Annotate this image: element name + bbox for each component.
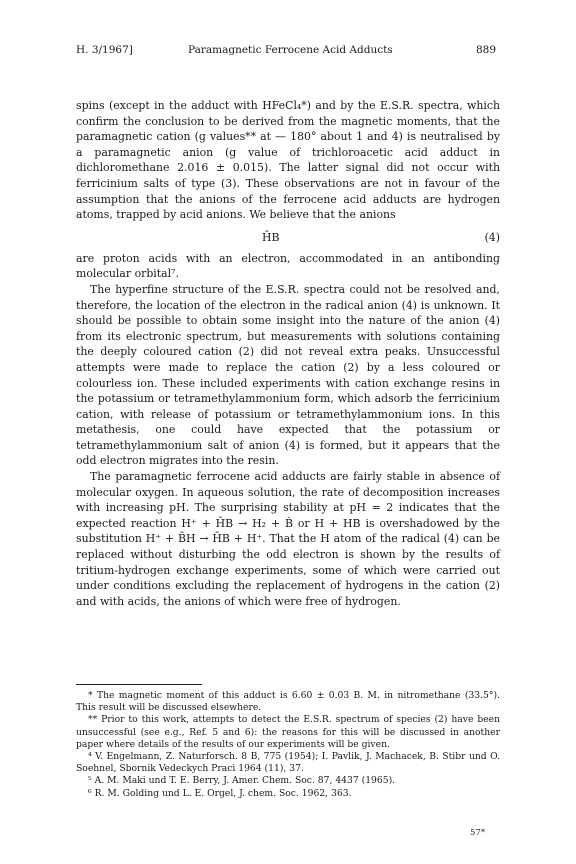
equation-number: (4) bbox=[484, 230, 500, 244]
equation-formula: H̄B bbox=[262, 230, 280, 244]
footnote-ref-5: ⁵ A. M. Maki und T. E. Berry, J. Amer. Chem. Soc. 87, 4437 (1965). bbox=[88, 775, 396, 787]
running-header bbox=[76, 44, 496, 60]
footnote-double-star: ** Prior to this work, attempts to detect the E.S.R. spectrum of species (2) have been unsuccessful (see e.g., Ref. 5 and 6): the reasons for this will be discussed in another paper where details of the results of our experiments will be given. bbox=[76, 714, 500, 750]
footnote-divider bbox=[76, 684, 202, 685]
footnote-ref-4: ⁴ V. Engelmann, Z. Naturforsch. 8 B, 775 (1954); I. Pavlik, J. Machacek, B. Stibr und O. Soehnel, Sbornik Vedeckych Praci 1964 (11), 37. bbox=[76, 751, 500, 775]
signature-mark: 57* bbox=[470, 828, 486, 838]
paragraph-1: spins (except in the adduct with HFeCl₄*) and by the E.S.R. spectra, which confirm the conclusion to be derived from the magnetic moments, that the paramagnetic cation (g values** at — 180° about 1 and 4) is neutralised by a paramagnetic anion (g value of trichloroacetic acid adduct in dichloromethane 2.016 ± 0.015). The latter signal did not occur with ferricinium salts of type (3). These observations are not in favour of the assumption that the anions of the ferrocene acid adducts are hydrogen atoms, trapped by acid anions. We believe that the anions bbox=[76, 99, 500, 222]
header-page-number: 889 bbox=[475, 44, 496, 56]
header-title: Paramagnetic Ferrocene Acid Adducts bbox=[188, 44, 393, 56]
paragraph-4: The paramagnetic ferrocene acid adducts are fairly stable in absence of molecular oxygen. In aqueous solution, the rate of decomposition increases with increasing pH. The surprising stability at pH = 2 indicates that the expected reaction H⁺ + H̄B → H₂ + Ḃ or H + HB is overshadowed by the substitution H⁺ + B̄H → H̄B + H⁺. That the H atom of the radical (4) can be replaced without disturbing the odd electron is shown by the results of tritium-hydrogen exchange experiments, some of which were carried out under conditions excluding the replacement of hydrogens in the cation (2) and with acids, the anions of which were free of hydrogen. bbox=[76, 470, 500, 608]
paragraph-2: are proton acids with an electron, accommodated in an antibonding molecular orbital⁷. bbox=[76, 251, 500, 281]
footnote-ref-6: ⁶ R. M. Golding und L. E. Orgel, J. chem. Soc. 1962, 363. bbox=[88, 787, 352, 799]
footnote-star: * The magnetic moment of this adduct is 6.60 ± 0.03 B. M. in nitromethane (33.5°). This result will be discussed elsewhere. bbox=[76, 690, 500, 714]
header-issue: H. 3/1967] bbox=[76, 44, 133, 56]
footnotes bbox=[76, 690, 500, 800]
article-body bbox=[76, 98, 500, 609]
equation-4 bbox=[76, 227, 500, 249]
paragraph-3: The hyperfine structure of the E.S.R. spectra could not be resolved and, therefore, the location of the electron in the radical anion (4) is unknown. It should be possible to obtain some insight into the nature of the anion (4) from its electronic spectrum, but measurements with solutions containing the deeply coloured cation (2) did not reveal extra peaks. Unsuccessful attempts were made to replace the cation (2) by a less coloured or colourless ion. These included experiments with cation exchange resins in the potassium or tetramethylammonium form, which adsorb the ferricinium cation, with release of potassium or tetramethylammonium ions. In this metathesis, one could have expected that the potassium or tetramethylammonium salt of anion (4) is formed, but it appears that the odd electron migrates into the resin. bbox=[76, 282, 500, 468]
